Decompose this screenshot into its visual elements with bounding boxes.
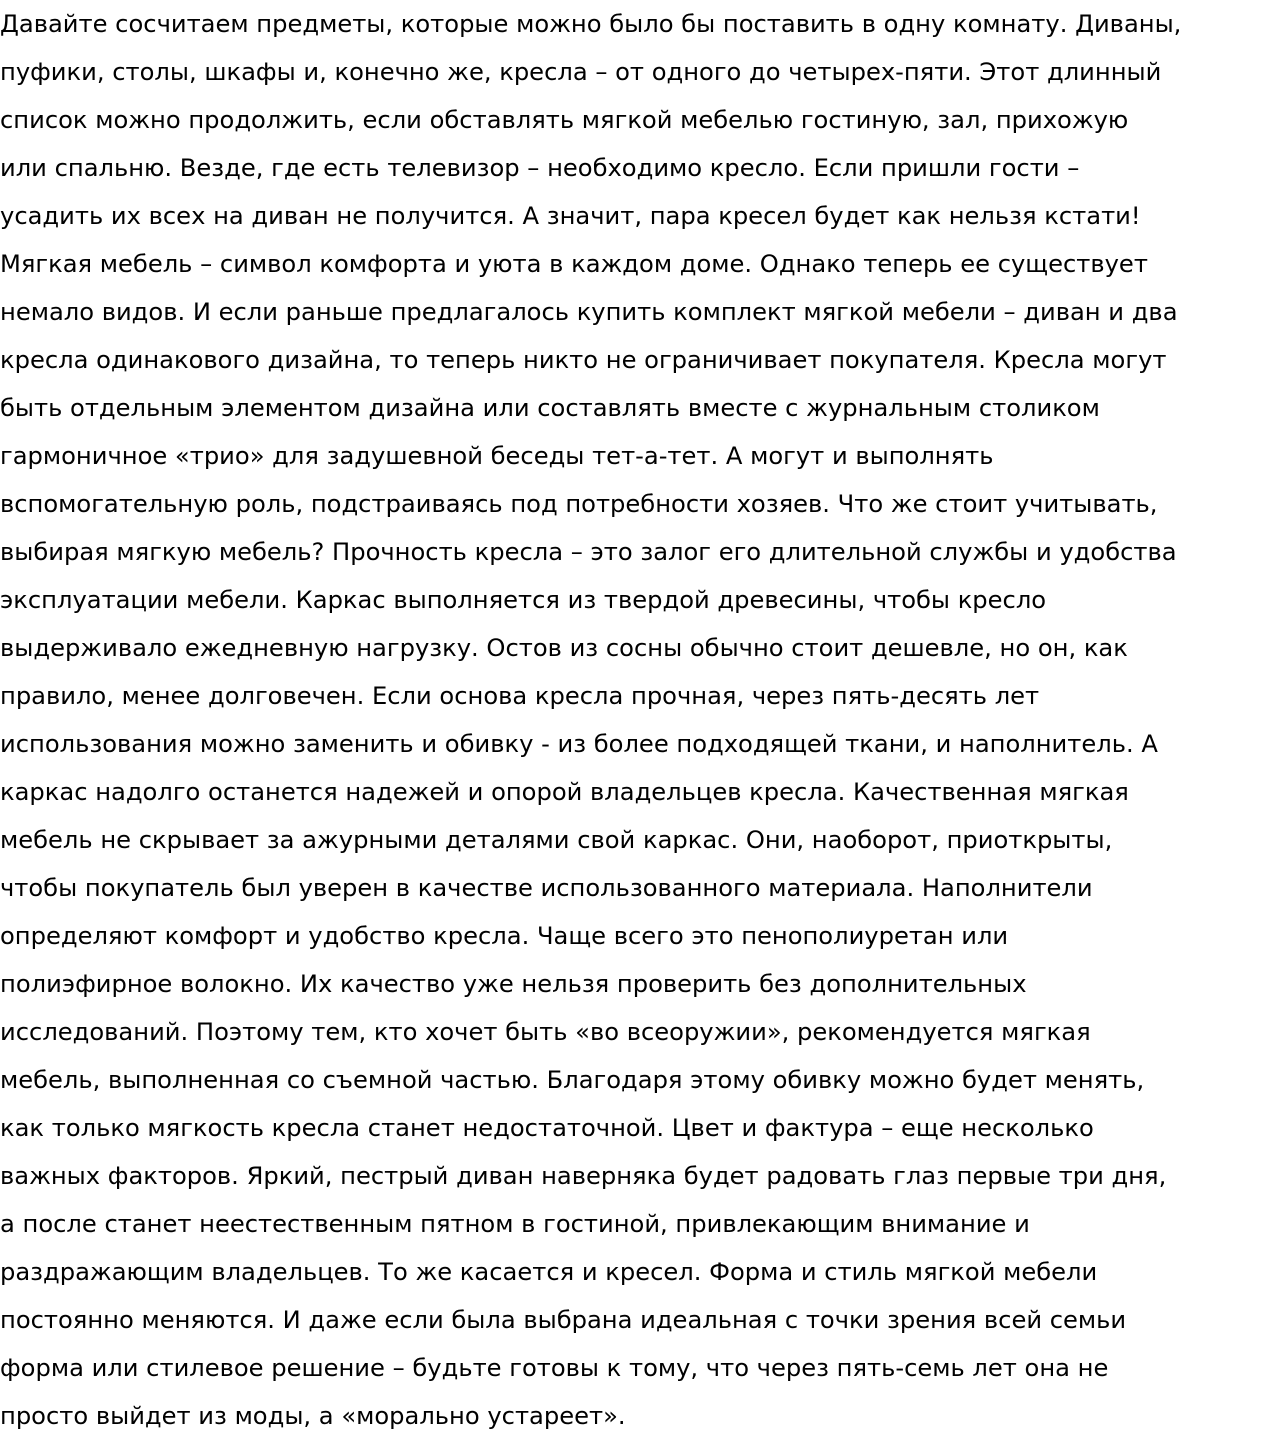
text-line: постоянно меняются. И даже если была выбрана идеальная с точки зрения всей семьи [0,1306,1127,1334]
text-line: чтобы покупатель был уверен в качестве использованного материала. Наполнители [0,874,1093,902]
text-line: список можно продолжить, если обставлять мягкой мебелью гостиную, зал, прихожую [0,106,1129,134]
text-line: каркас надолго останется надежей и опорой владельцев кресла. Качественная мягкая [0,778,1129,806]
text-line: пуфики, столы, шкафы и, конечно же, кресла – от одного до четырех-пяти. Этот длинный [0,58,1162,86]
text-line: важных факторов. Яркий, пестрый диван наверняка будет радовать глаз первые три дня, [0,1162,1167,1190]
text-line: мебель, выполненная со съемной частью. Благодаря этому обивку можно будет менять, [0,1066,1145,1094]
text-line: мебель не скрывает за ажурными деталями свой каркас. Они, наоборот, приоткрыты, [0,826,1113,854]
text-line: раздражающим владельцев. То же касается и кресел. Форма и стиль мягкой мебели [0,1258,1098,1286]
text-line: быть отдельным элементом дизайна или составлять вместе с журнальным столиком [0,394,1100,422]
text-line: кресла одинакового дизайна, то теперь никто не ограничивает покупателя. Кресла могут [0,346,1167,374]
text-line: гармоничное «трио» для задушевной беседы тет-а-тет. А могут и выполнять [0,442,994,470]
text-line: форма или стилевое решение – будьте готовы к тому, что через пять-семь лет она не [0,1354,1109,1382]
text-line: просто выйдет из моды, а «морально устареет». [0,1402,626,1430]
text-line: эксплуатации мебели. Каркас выполняется из твердой древесины, чтобы кресло [0,586,1047,614]
text-line: немало видов. И если раньше предлагалось купить комплект мягкой мебели – диван и два [0,298,1178,326]
text-line: или спальню. Везде, где есть телевизор – необходимо кресло. Если пришли гости – [0,154,1080,182]
text-line: а после станет неестественным пятном в гостиной, привлекающим внимание и [0,1210,1030,1238]
text-line: использования можно заменить и обивку - из более подходящей ткани, и наполнитель. А [0,730,1158,758]
text-line: вспомогательную роль, подстраиваясь под потребности хозяев. Что же стоит учитывать, [0,490,1158,518]
text-line: как только мягкость кресла станет недостаточной. Цвет и фактура – еще несколько [0,1114,1094,1142]
text-line: правило, менее долговечен. Если основа кресла прочная, через пять-десять лет [0,682,1040,710]
text-line: выбирая мягкую мебель? Прочность кресла – это залог его длительной службы и удобства [0,538,1177,566]
text-line: Давайте сосчитаем предметы, которые можно было бы поставить в одну комнату. Диваны, [0,10,1182,38]
text-line: определяют комфорт и удобство кресла. Чаще всего это пенополиуретан или [0,922,1009,950]
text-line: исследований. Поэтому тем, кто хочет быть «во всеоружии», рекомендуется мягкая [0,1018,1091,1046]
text-line: усадить их всех на диван не получится. А значит, пара кресел будет как нельзя кстати! [0,202,1141,230]
text-line: полиэфирное волокно. Их качество уже нельзя проверить без дополнительных [0,970,1027,998]
text-line: Мягкая мебель – символ комфорта и уюта в каждом доме. Однако теперь ее существует [0,250,1148,278]
text-line: выдерживало ежедневную нагрузку. Остов из сосны обычно стоит дешевле, но он, как [0,634,1128,662]
